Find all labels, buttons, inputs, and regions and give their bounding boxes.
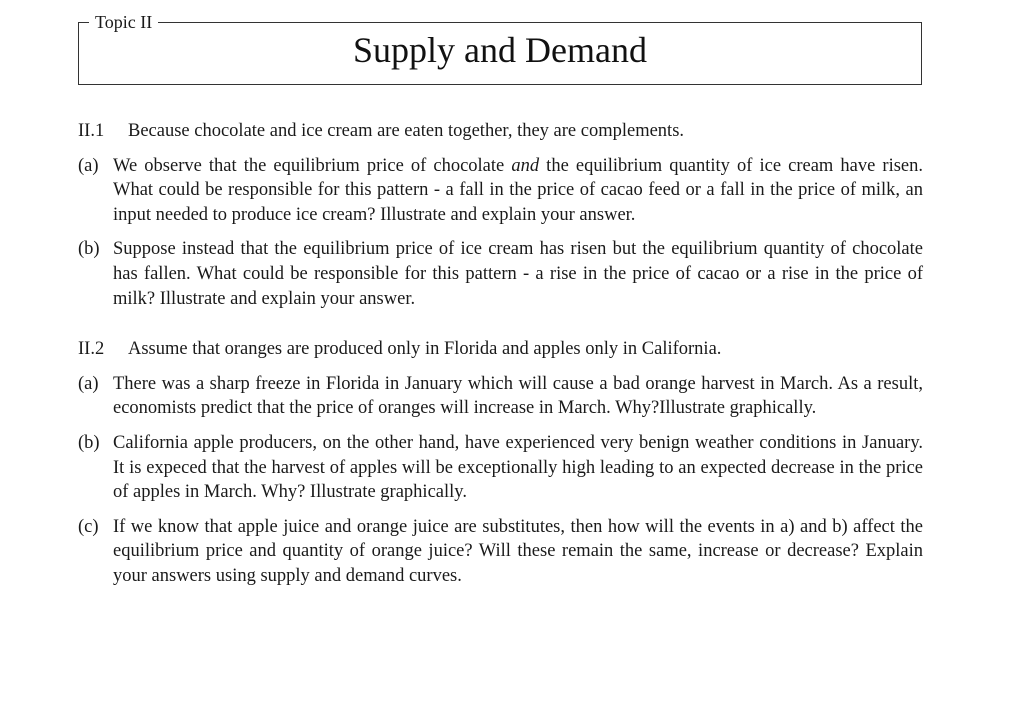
question-text: California apple producers, on the other hand, have experienced very benign weather conditions in January. It is expeced that the harvest of apples will be exceptionally high leading to an expected decrease in the price of apples in March. Why? Illustrate graphically. bbox=[113, 432, 923, 503]
question-text: If we know that apple juice and orange juice are substitutes, then how will the events in a) and b) affect the equilibrium price and quantity of orange juice? Will these remain the same, increase or decrease? Explain your answers using supply and demand curves. bbox=[113, 516, 923, 586]
question-II-1-b bbox=[78, 237, 923, 311]
question-text: Suppose instead that the equilibrium price of ice cream has risen but the equilibrium quantity of chocolate has fallen. What could be responsible for this pattern - a rise in the price of cacao or a rise in the price of milk? Illustrate and explain your answer. bbox=[113, 239, 923, 309]
question-II-1-a bbox=[78, 154, 923, 228]
question-label: (b) bbox=[78, 239, 100, 260]
question-II-2-a bbox=[78, 372, 923, 421]
question-label: (a) bbox=[78, 155, 99, 176]
section-number: II.2 bbox=[78, 339, 105, 360]
topic-title: Supply and Demand bbox=[353, 30, 647, 70]
question-label: (c) bbox=[78, 516, 99, 537]
section-II-2-heading bbox=[78, 337, 923, 362]
section-number: II.1 bbox=[78, 121, 105, 141]
question-text: There was a sharp freeze in Florida in January which will cause a bad orange harvest in March. As a result, economists predict that the price of oranges will increase in March. Why?Illustrate graphically. bbox=[113, 373, 923, 419]
section-intro: Because chocolate and ice cream are eaten together, they are complements. bbox=[128, 121, 685, 141]
topic-label: Topic II bbox=[89, 12, 158, 32]
problem-content bbox=[78, 119, 923, 599]
question-text-part: We observe that the equilibrium price of chocolate bbox=[113, 155, 512, 176]
section-II-1-heading bbox=[78, 119, 923, 144]
question-text-part: the equilibrium quantity of ice cream have risen. What could be responsible for this pattern - a fall in the price of cacao feed or a fall in the price of milk, an input needed to produce ice cream? Illustrate and explain your answer. bbox=[113, 155, 923, 225]
question-text bbox=[113, 154, 923, 228]
question-II-2-b bbox=[78, 431, 923, 505]
question-II-2-c bbox=[78, 515, 923, 589]
question-label: (a) bbox=[78, 373, 99, 394]
question-emphasis: and bbox=[511, 155, 540, 176]
section-intro: Assume that oranges are produced only in Florida and apples only in California. bbox=[128, 339, 722, 360]
question-label: (b) bbox=[78, 432, 100, 453]
section-gap bbox=[78, 321, 923, 337]
topic-box bbox=[78, 12, 922, 85]
